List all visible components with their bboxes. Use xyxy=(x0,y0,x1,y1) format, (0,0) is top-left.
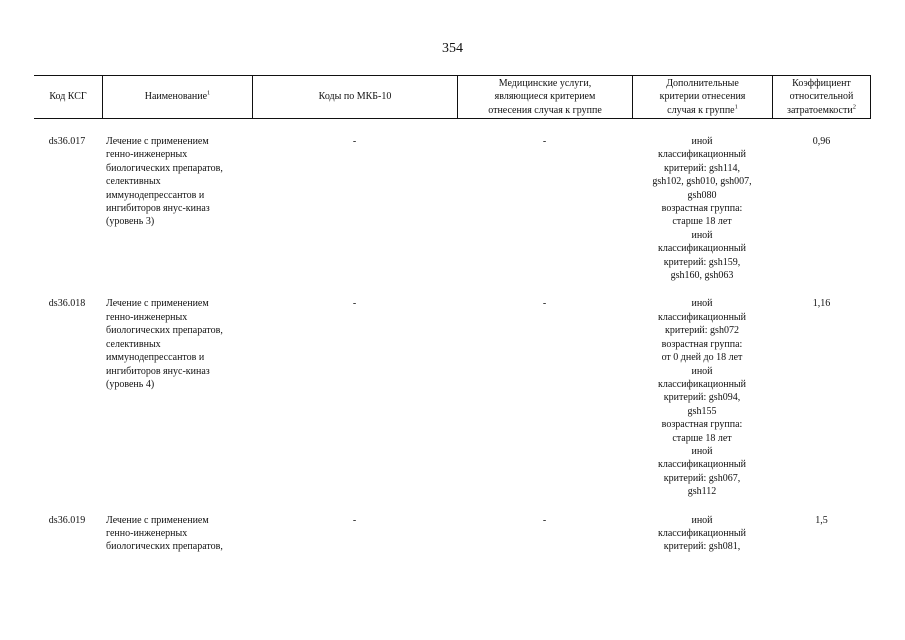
header-coefficient: Коэффициент относительной затратоемкости$^2$ xyxy=(772,76,871,118)
header-name: Наименование$^1$ xyxy=(102,76,252,118)
cell-code: ds36.019 xyxy=(48,514,86,526)
header-mkb: Коды по МКБ-10 xyxy=(252,76,457,118)
table-row xyxy=(34,291,871,507)
table-row xyxy=(34,508,871,563)
cell-coefficient: 0,96 xyxy=(812,136,831,147)
cell-name: Лечение с применением генно-инженерных биологических препаратов, xyxy=(106,514,223,553)
footnote-marker: 1 xyxy=(207,89,211,97)
cell-criteria: иной классификационный критерий: gsh081, xyxy=(658,514,746,553)
footnote-marker: 1 xyxy=(734,103,738,111)
footnote-marker: 2 xyxy=(852,103,856,111)
cell-services: - xyxy=(542,514,547,526)
header-criteria: Дополнительные критерии отнесения случая к группе$^1$ xyxy=(632,76,772,118)
cell-criteria: иной классификационный критерий: gsh072 возрастная группа: от 0 дней до 18 лет иной классификационный критерий: gsh094, gsh155 возрастная группа: старше 18 лет иной классификационный критерий: gsh067, gsh112 xyxy=(658,298,746,498)
cell-code: ds36.017 xyxy=(48,136,86,147)
table-row xyxy=(34,129,871,291)
cell-coefficient: 1,16 xyxy=(812,298,831,310)
header-code: Код КСГ xyxy=(49,91,87,103)
page-number: 354 xyxy=(442,41,463,56)
cell-name: Лечение с применением генно-инженерных биологических препаратов, селективных иммунодепрессантов и ингибиторов янус-киназ (уровень 4) xyxy=(106,298,223,390)
cell-name: Лечение с применением генно-инженерных биологических препаратов, селективных иммунодепрессантов и ингибиторов янус-киназ (уровень 3) xyxy=(106,136,223,228)
cell-code: ds36.018 xyxy=(48,298,86,310)
cell-criteria: иной классификационный критерий: gsh114, gsh102, gsh010, gsh007, gsh080 возрастная группа: старше 18 лет иной классификационный критерий: gsh159, gsh160, gsh063 xyxy=(652,136,752,282)
table-header xyxy=(34,75,871,119)
header-services: Медицинские услуги, являющиеся критерием отнесения случая к группе xyxy=(457,76,632,118)
cell-mkb: - xyxy=(352,298,357,310)
cell-mkb: - xyxy=(352,514,357,526)
table-body xyxy=(34,119,871,563)
cell-coefficient: 1,5 xyxy=(815,514,828,526)
cell-services: - xyxy=(542,136,547,147)
cell-services: - xyxy=(542,298,547,310)
cell-mkb: - xyxy=(352,136,357,147)
ksg-table xyxy=(34,75,871,563)
